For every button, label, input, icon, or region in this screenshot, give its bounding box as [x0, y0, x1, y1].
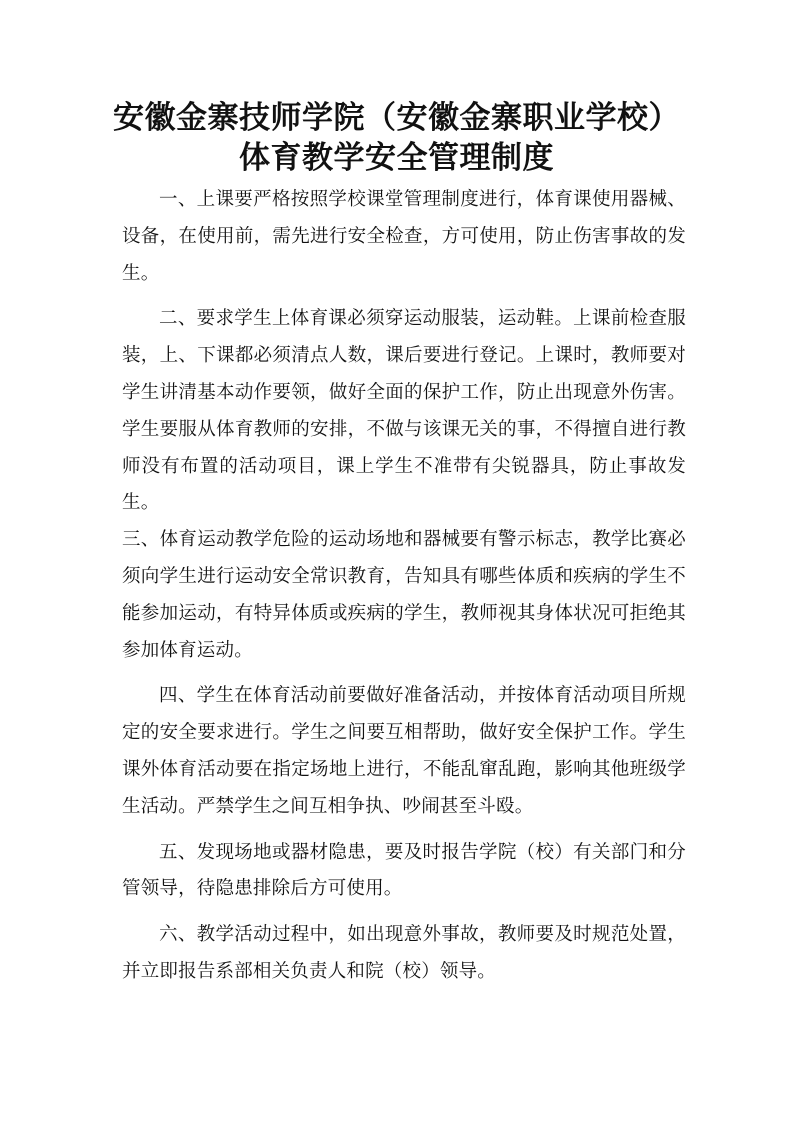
document-title-line2: 体育教学安全管理制度 — [239, 140, 554, 176]
paragraph-5: 五、发现场地或器材隐患，要及时报告学院（校）有关部门和分管领导，待隐患排除后方可使用。 — [122, 841, 686, 900]
paragraph-6: 六、教学活动过程中，如出现意外事故，教师要及时规范处置，并立即报告系部相关负责人和院（校）领导。 — [122, 924, 686, 982]
document-body — [122, 182, 686, 1000]
paragraph-4: 四、学生在体育活动前要做好准备活动，并按体育活动项目所规定的安全要求进行。学生之间要互相帮助，做好安全保护工作。学生课外体育活动要在指定场地上进行，不能乱窜乱跑，影响其他班级学生活动。严禁学生之间互相争执、吵闹甚至斗殴。 — [122, 685, 686, 817]
paragraph-3: 三、体育运动教学危险的运动场地和器械要有警示标志，教学比赛必须向学生进行运动安全常识教育，告知具有哪些体质和疾病的学生不能参加运动，有特异体质或疾病的学生，教师视其身体状况可拒绝其参加体育运动。 — [122, 529, 686, 661]
paragraph-1: 一、上课要严格按照学校课堂管理制度进行，体育课使用器械、设备，在使用前，需先进行安全检查，方可使用，防止伤害事故的发生。 — [122, 189, 686, 284]
paragraph-2: 二、要求学生上体育课必须穿运动服装，运动鞋。上课前检查服装，上、下课都必须清点人数，课后要进行登记。上课时，教师要对学生讲清基本动作要领，做好全面的保护工作，防止出现意外伤害。学生要服从体育教师的安排，不做与该课无关的事，不得擅自进行教师没有布置的活动项目，课上学生不准带有尖锐器具，防止事故发生。 — [122, 308, 686, 514]
document-title-line1: 安徽金寨技师学院（安徽金寨职业学校） — [113, 100, 680, 136]
